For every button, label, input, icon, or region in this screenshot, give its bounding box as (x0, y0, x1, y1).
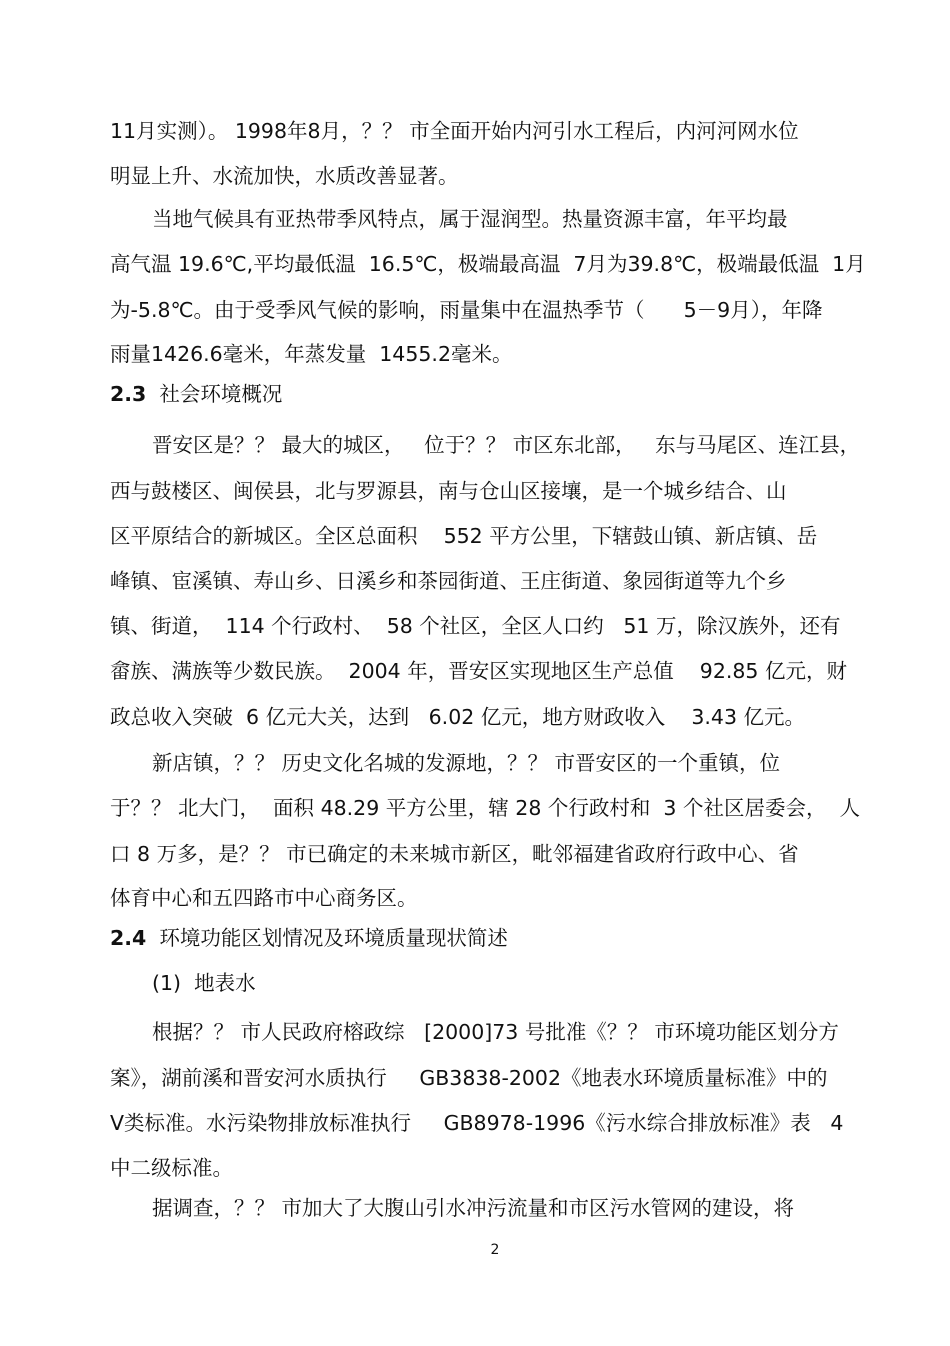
subsection-heading: (1) 地表水 (152, 971, 256, 995)
page-number: 2 (490, 1242, 500, 1258)
body-line: 体育中心和五四路市中心商务区。 (110, 886, 418, 910)
body-line: 西与鼓楼区、闽侯县，北与罗源县，南与仓山区接壤，是一个城乡结合、山 (110, 479, 787, 503)
body-line: 政总收入突破 6 亿元大关，达到 6.02 亿元，地方财政收入 3.43 亿元。 (110, 705, 806, 729)
section-number: 2.3 (110, 382, 147, 406)
section-heading-2-3 (110, 380, 950, 408)
body-line: 区平原结合的新城区。全区总面积 552 平方公里，下辖鼓山镇、新店镇、岳 (110, 524, 818, 548)
body-line: 雨量1426.6毫米，年蒸发量 1455.2毫米。 (110, 342, 513, 366)
body-line: 案》，湖前溪和晋安河水质执行 GB3838-2002《地表水环境质量标准》中的 (110, 1066, 828, 1090)
body-line: 为-5.8℃。由于受季风气候的影响，雨量集中在温热季节（ 5－9月），年降 (110, 298, 823, 322)
paragraph-first-line: 新店镇，？？ 历史文化名城的发源地，？？ 市晋安区的一个重镇，位 (152, 751, 781, 775)
body-line: 11月实测）。 1998年8月，？？ 市全面开始内河引水工程后，内河河网水位 (110, 119, 799, 143)
body-line: 中二级标准。 (110, 1156, 233, 1180)
body-line: 于？？ 北大门， 面积 48.29 平方公里，辖 28 个行政村和 3 个社区居委会， 人 (110, 796, 861, 820)
section-number: 2.4 (110, 926, 147, 950)
body-line: Ⅴ类标准。水污染物排放标准执行 GB8978-1996《污水综合排放标准》表 4 (110, 1111, 844, 1135)
body-line: 峰镇、宦溪镇、寿山乡、日溪乡和茶园街道、王庄街道、象园街道等九个乡 (110, 569, 787, 593)
section-title: 社会环境概况 (159, 382, 283, 406)
section-heading-2-4 (110, 924, 950, 952)
body-line: 镇、街道， 114 个行政村、 58 个社区，全区人口约 51 万，除汉族外，还有 (110, 614, 841, 638)
section-title: 环境功能区划情况及环境质量现状简述 (159, 926, 508, 950)
paragraph-first-line: 根据？？ 市人民政府榕政综 [2000]73 号批准《？？ 市环境功能区划分方 (152, 1020, 839, 1044)
paragraph-first-line: 当地气候具有亚热带季风特点，属于湿润型。热量资源丰富，年平均最 (152, 207, 788, 231)
body-line: 高气温 19.6℃,平均最低温 16.5℃，极端最高温 7月为39.8℃，极端最低温 1月 (110, 252, 866, 276)
paragraph-first-line: 据调查，？？ 市加大了大腹山引水冲污流量和市区污水管网的建设，将 (152, 1196, 795, 1220)
paragraph-first-line: 晋安区是？？ 最大的城区， 位于？？ 市区东北部， 东与马尾区、连江县， (152, 433, 861, 457)
body-line: 畲族、满族等少数民族。 2004 年，晋安区实现地区生产总值 92.85 亿元，财 (110, 659, 847, 683)
body-line: 口 8 万多，是？？ 市已确定的未来城市新区，毗邻福建省政府行政中心、省 (110, 842, 799, 866)
body-line: 明显上升、水流加快，水质改善显著。 (110, 164, 459, 188)
